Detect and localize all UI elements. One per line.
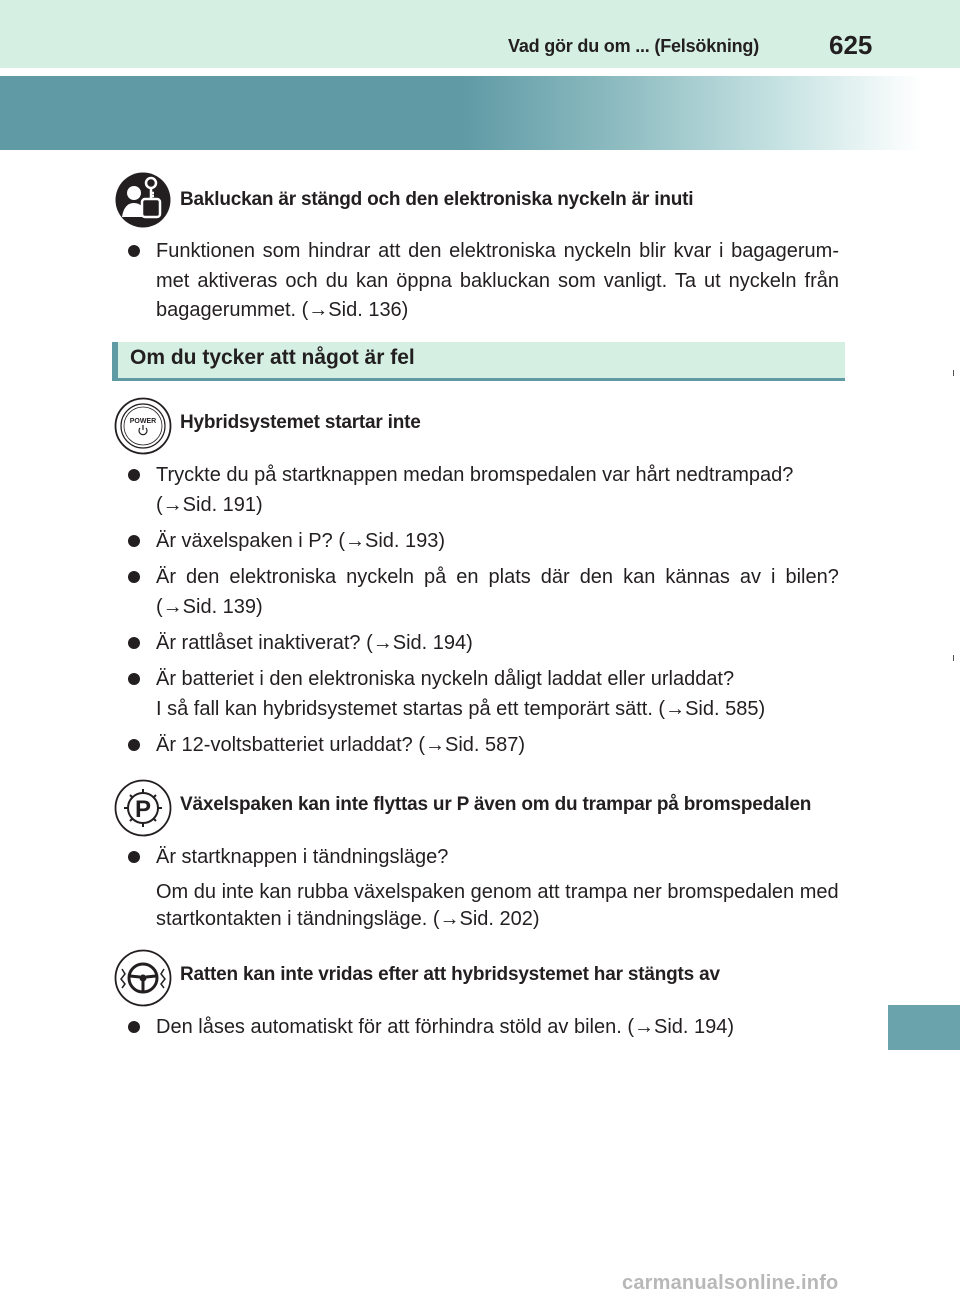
word: den <box>579 566 614 588</box>
header-band <box>0 0 960 68</box>
section-title: Om du tycker att något är fel <box>130 346 415 369</box>
bullet-text: Är växelspaken i P? (→Sid. 193) <box>156 530 446 552</box>
subheading: Växelspaken kan inte flyttas ur P även om du trampar på bromspedalen <box>180 794 812 815</box>
bullet <box>128 1021 140 1033</box>
watermark: carmanualsonline.info <box>622 1272 839 1294</box>
edge-tick <box>953 370 954 376</box>
section-accent <box>112 342 118 381</box>
word: plats <box>488 566 531 588</box>
subheading: Bakluckan är stängd och den elektroniska nyckeln är inuti <box>180 189 694 210</box>
bullet-text: Den låses automatiskt för att förhindra stöld av bilen. (→Sid. 194) <box>156 1016 735 1038</box>
word: kännas <box>665 566 730 588</box>
power-button-icon <box>114 397 172 455</box>
bullet-text: Är rattlåset inaktiverat? (→Sid. 194) <box>156 632 473 654</box>
word: nyckeln <box>346 566 414 588</box>
bullet <box>128 469 140 481</box>
bullet <box>128 571 140 583</box>
chapter-tab <box>888 1005 960 1050</box>
person-with-key-icon <box>114 171 172 229</box>
justified-line <box>156 563 839 593</box>
word: bilen? <box>785 566 839 588</box>
word: kan <box>623 566 656 588</box>
bullet-text: Är startknappen i tändningsläge? <box>156 846 449 868</box>
edge-tick <box>953 655 954 661</box>
word: en <box>456 566 479 588</box>
bullet-text: Är batteriet i den elektroniska nyckeln dåligt laddat eller urladdat? I så fall kan hybridsystemet startas på ett temporärt sätt. (→Sid. 585) <box>156 668 766 720</box>
subheading: Ratten kan inte vridas efter att hybridsystemet har stängts av <box>180 964 720 985</box>
running-header: Vad gör du om ... (Felsökning) <box>508 36 760 56</box>
word: på <box>423 566 447 588</box>
chapter-banner <box>0 76 960 150</box>
svg-text:P: P <box>134 796 152 823</box>
svg-text:POWER: POWER <box>129 418 157 425</box>
bullet <box>128 637 140 649</box>
page-number: 625 <box>829 30 873 60</box>
bullet-text: Funktionen som hindrar att den elektroniska nyckeln blir kvar i bagagerum- met aktiveras och du kan öppna bakluckan som vanligt. Ta ut nyckeln från bagagerummet. (→Sid. 136) <box>156 240 839 321</box>
bullet <box>128 739 140 751</box>
word: Är <box>156 566 176 588</box>
shift-lock-p-icon <box>114 779 172 837</box>
bullet <box>128 673 140 685</box>
word: där <box>540 566 570 588</box>
bullet <box>128 851 140 863</box>
steering-lock-icon <box>114 949 172 1007</box>
bullet-text: Är den elektroniska nyckeln på en plats där den kan kännas av i bilen? (→Sid. 139) <box>156 563 839 622</box>
word: elektroniska <box>229 566 337 588</box>
section-heading-bar <box>112 342 845 381</box>
bullet-text: Är 12-voltsbatteriet urladdat? (→Sid. 587) <box>156 734 526 756</box>
note-text: Om du inte kan rubba växelspaken genom att trampa ner bromspedalen med startkontakten i tändningsläge. (→Sid. 202) <box>156 881 839 930</box>
word: den <box>186 566 220 588</box>
word: i <box>771 566 776 588</box>
word: av <box>739 566 761 588</box>
subheading: Hybridsystemet startar inte <box>180 412 421 433</box>
bullet-text: Tryckte du på startknappen medan bromspedalen var hårt nedtrampad? (→Sid. 191) <box>156 464 794 516</box>
bullet <box>128 535 140 547</box>
bullet <box>128 245 140 257</box>
